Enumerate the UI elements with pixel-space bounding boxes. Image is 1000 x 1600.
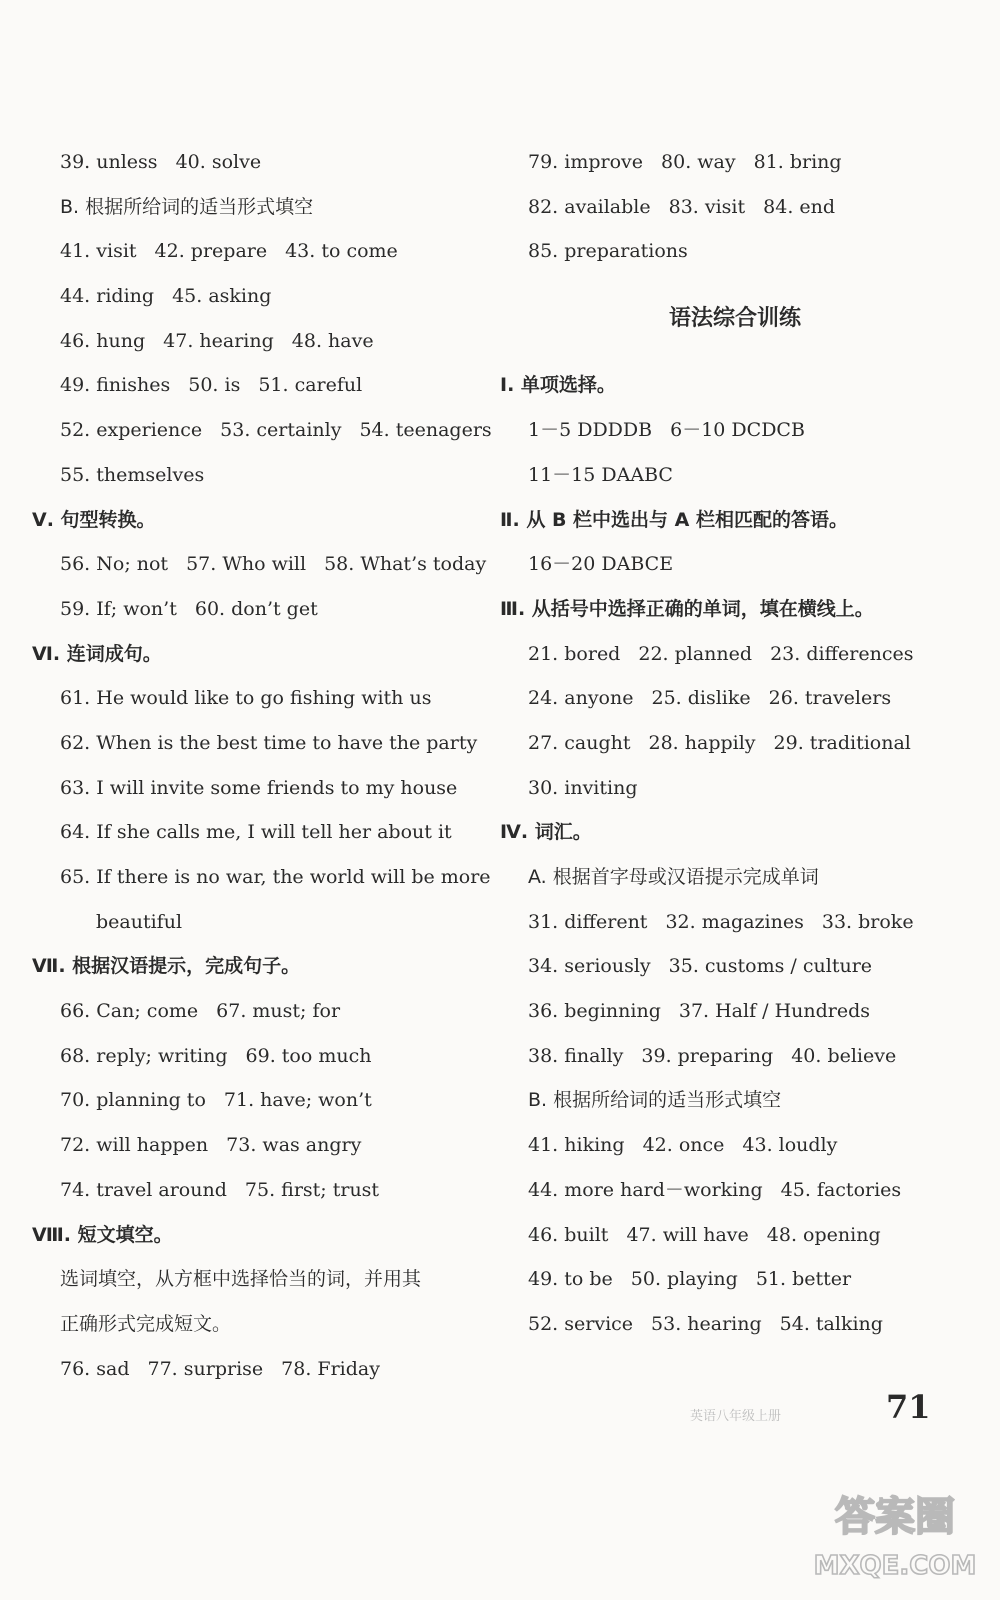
subsection-heading: B. 根据所给词的适当形式填空 — [60, 195, 314, 218]
answer-item: 34. seriously — [528, 955, 651, 978]
answer-item: 43. loudly — [742, 1134, 838, 1157]
instruction-text: 正确形式完成短文。 — [60, 1312, 232, 1335]
answer-item: 48. have — [291, 329, 374, 352]
answer-line — [500, 1034, 970, 1079]
answer-line — [32, 1347, 472, 1392]
answer-item: 69. too much — [245, 1044, 372, 1067]
answer-line — [32, 363, 472, 408]
answer-line — [500, 1168, 970, 1213]
left-column — [32, 140, 492, 1391]
right-column — [500, 140, 970, 1347]
answer-item: 32. magazines — [665, 910, 804, 933]
answer-item: 24. anyone — [528, 687, 634, 710]
answer-item: 50. is — [188, 374, 241, 397]
answer-item: 56. No; not — [60, 553, 169, 576]
answer-line-continuation: beautiful — [96, 910, 183, 933]
answer-item: 73. was angry — [226, 1134, 362, 1157]
answer-line — [32, 1123, 472, 1168]
answer-line — [32, 587, 472, 632]
answer-line — [32, 274, 472, 319]
answer-item: 84. end — [763, 195, 836, 218]
answer-line: 16－20 DABCE — [528, 553, 674, 576]
answer-item: 36. beginning — [528, 1000, 661, 1023]
answer-line — [32, 319, 472, 364]
answer-item: 49. to be — [528, 1268, 613, 1291]
answer-item: 44. riding — [60, 285, 155, 308]
answer-item: 75. first; trust — [244, 1178, 380, 1201]
answer-line — [500, 1123, 970, 1168]
answer-line: 11－15 DAABC — [528, 463, 673, 486]
answer-item: 27. caught — [528, 731, 631, 754]
answer-item: 1－5 DDDDB — [528, 419, 653, 442]
answer-item: 79. improve — [528, 151, 644, 173]
answer-item: 54. teenagers — [359, 419, 492, 442]
answer-item: 39. unless — [60, 151, 158, 173]
answer-item: 40. believe — [791, 1044, 897, 1067]
answer-line: 85. preparations — [528, 240, 688, 263]
answer-line — [500, 900, 970, 945]
answer-line — [32, 1034, 472, 1079]
answer-item: 40. solve — [175, 151, 262, 173]
answer-line — [32, 542, 487, 587]
answer-item: 82. available — [528, 195, 651, 218]
answer-item: 72. will happen — [60, 1134, 209, 1157]
answer-item: 78. Friday — [281, 1357, 380, 1380]
answer-item: 41. visit — [60, 240, 137, 263]
answer-line — [32, 1078, 472, 1123]
answer-item: 74. travel around — [60, 1178, 227, 1201]
section-heading: Ⅶ. 根据汉语提示，完成句子。 — [32, 955, 301, 978]
answer-item: 31. different — [528, 910, 648, 933]
section-heading: Ⅳ. 词汇。 — [500, 821, 592, 844]
answer-line: 62. When is the best time to have the party — [60, 731, 478, 754]
answer-item: 35. customs / culture — [668, 955, 873, 978]
subsection-heading: B. 根据所给词的适当形式填空 — [528, 1089, 782, 1112]
answer-line: 64. If she calls me, I will tell her about it — [60, 821, 452, 844]
answer-line — [500, 185, 970, 230]
watermark-logo — [800, 1470, 990, 1590]
answer-line: 61. He would like to go fishing with us — [60, 687, 432, 710]
answer-item: 39. preparing — [641, 1044, 774, 1067]
answer-item: 46. built — [528, 1223, 609, 1246]
answer-line — [32, 989, 472, 1034]
answer-line — [500, 1257, 970, 1302]
answer-item: 46. hung — [60, 329, 146, 352]
answer-item: 52. service — [528, 1312, 634, 1335]
answer-line — [32, 1168, 472, 1213]
answer-item: 45. asking — [172, 285, 272, 308]
answer-line: 65. If there is no war, the world will be more — [60, 866, 491, 888]
answer-item: 51. careful — [258, 374, 363, 397]
answer-item: 6－10 DCDCB — [670, 419, 805, 442]
answer-item: 33. broke — [821, 910, 914, 933]
answer-item: 67. must; for — [216, 1000, 341, 1023]
answer-item: 43. to come — [285, 240, 398, 263]
section-title: 语法综合训练 — [668, 306, 801, 332]
answer-line: 30. inviting — [528, 776, 638, 799]
answer-line: 63. I will invite some friends to my house — [60, 776, 458, 799]
answer-line — [500, 408, 970, 453]
watermark-text-domain: MXQE.COM — [813, 1551, 977, 1581]
answer-item: 29. traditional — [773, 731, 911, 754]
answer-item: 54. talking — [779, 1312, 883, 1335]
answer-line: 55. themselves — [60, 463, 205, 486]
answer-item: 70. planning to — [60, 1089, 206, 1112]
answer-item: 21. bored — [528, 642, 621, 665]
answer-item: 26. travelers — [768, 687, 892, 710]
answer-line — [500, 989, 970, 1034]
section-heading: Ⅴ. 句型转换。 — [32, 508, 156, 531]
answer-item: 47. will have — [626, 1223, 749, 1246]
answer-item: 45. factories — [780, 1178, 902, 1201]
answer-item: 37. Half / Hundreds — [678, 1000, 871, 1023]
answer-item: 58. What’s today — [324, 553, 487, 576]
answer-item: 41. hiking — [528, 1134, 625, 1157]
answer-item: 49. finishes — [60, 374, 171, 397]
answer-item: 47. hearing — [163, 329, 274, 352]
answer-item: 53. certainly — [220, 419, 342, 442]
answer-item: 60. don’t get — [194, 597, 318, 620]
answer-item: 42. once — [642, 1134, 725, 1157]
section-heading: Ⅷ. 短文填空。 — [32, 1223, 173, 1246]
answer-line — [32, 229, 472, 274]
answer-item: 53. hearing — [651, 1312, 762, 1335]
answer-line — [500, 1213, 970, 1258]
answer-item: 38. finally — [528, 1044, 624, 1067]
answer-item: 52. experience — [60, 419, 203, 442]
answer-item: 76. sad — [60, 1357, 130, 1380]
answer-item: 44. more hard－working — [528, 1178, 763, 1201]
subsection-heading: A. 根据首字母或汉语提示完成单词 — [528, 866, 819, 889]
answer-line — [500, 1302, 970, 1347]
instruction-text: 选词填空，从方框中选择恰当的词，并用其 — [60, 1268, 422, 1291]
answer-item: 42. prepare — [154, 240, 268, 263]
answer-line — [500, 944, 970, 989]
page-number: 71 — [886, 1388, 931, 1426]
answer-item: 51. better — [755, 1268, 852, 1291]
answer-line — [500, 140, 970, 185]
answer-item: 66. Can; come — [60, 1000, 199, 1023]
answer-item: 59. If; won’t — [60, 597, 177, 620]
answer-line — [500, 676, 970, 721]
answer-line — [32, 408, 492, 453]
answer-item: 57. Who will — [186, 553, 307, 576]
answer-item: 22. planned — [638, 642, 753, 665]
answer-line — [32, 140, 472, 185]
watermark-text-chinese: 答案圈 — [835, 1494, 955, 1540]
answer-line — [500, 632, 970, 677]
answer-item: 71. have; won’t — [223, 1089, 372, 1112]
answer-item: 83. visit — [668, 195, 746, 218]
answer-item: 50. playing — [630, 1268, 738, 1291]
answer-item: 23. differences — [770, 642, 914, 665]
section-heading: Ⅲ. 从括号中选择正确的单词，填在横线上。 — [500, 597, 874, 620]
answer-item: 25. dislike — [651, 687, 751, 710]
answer-line — [500, 721, 970, 766]
answer-item: 68. reply; writing — [60, 1044, 228, 1067]
answer-item: 28. happily — [648, 731, 756, 754]
book-label: 英语八年级上册 — [690, 1409, 782, 1424]
answer-item: 81. bring — [753, 151, 842, 173]
answer-item: 48. opening — [766, 1223, 881, 1246]
section-heading: Ⅰ. 单项选择。 — [500, 374, 616, 397]
section-heading: Ⅱ. 从 B 栏中选出与 A 栏相匹配的答语。 — [500, 508, 848, 531]
answer-item: 80. way — [661, 151, 736, 173]
section-heading: Ⅵ. 连词成句。 — [32, 642, 162, 665]
answer-item: 77. surprise — [147, 1357, 264, 1380]
